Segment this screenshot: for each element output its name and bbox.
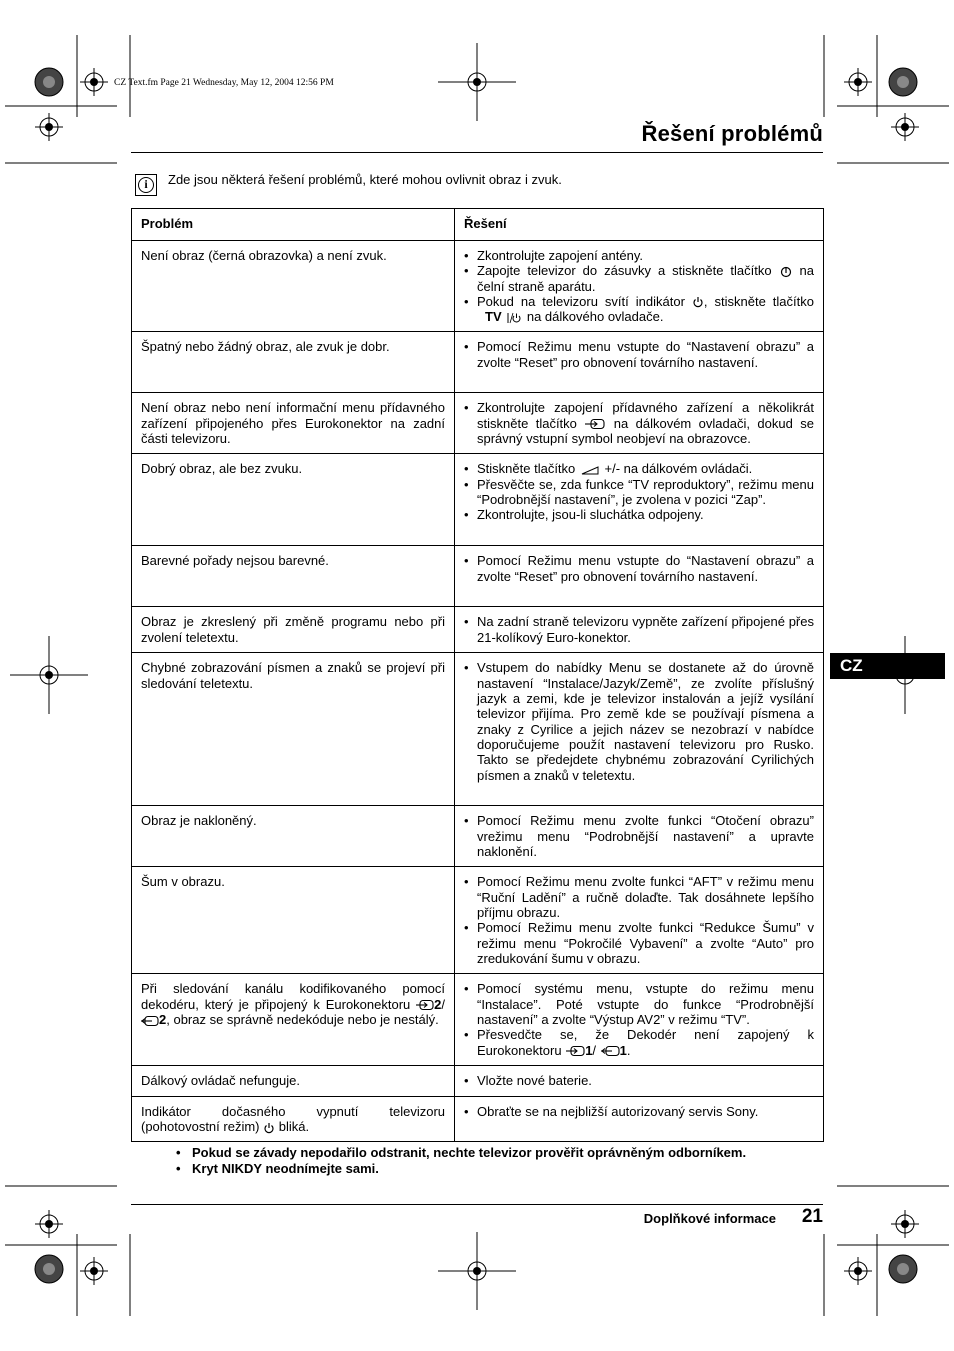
standby-icon [692,296,704,308]
page-number: 21 [801,1206,823,1227]
solution-item: • Pomocí Režimu menu vstupte do “Nastavení obrazu” a zvolte “Reset” pro obnovení továrního nastavení. [477,339,814,370]
solution-item: • Pomocí Režimu menu zvolte funkci “AFT” v režimu menu “Ruční Ladění” a ručně dolaďte. Tak dosáhnete lepšího příjmu obrazu. [477,874,814,920]
problem-cell: Obraz je nakloněný. [132,806,455,867]
solution-item [477,294,814,325]
solution-text: Stiskněte tlačítko [477,461,576,477]
solution-item: • Pomocí systému menu, vstupte do režimu menu “Instalace”. Poté vstupte do funkce “Prodrobnější nastavení” a zvolte “Výstup AV2” v režimu “TV”. [477,981,814,1027]
solution-cell [455,454,824,546]
solution-item [477,1027,814,1058]
solution-text: +/- na dálkovém ovládači. [600,461,753,477]
problem-cell [132,1096,455,1142]
scart-out-icon [141,1015,159,1027]
scart-in-icon [565,1045,585,1057]
info-icon: i [135,174,157,196]
solution-text: Pokud na televizoru svítí indikátor [477,293,685,309]
scart-label: 2 [434,996,442,1012]
warning-notes [176,1145,746,1177]
solution-cell [455,974,824,1066]
table-row [132,546,824,607]
note-item: • Pokud se závady nepodařilo odstranit, nechte televizor prověřit oprávněným odborníkem. [176,1145,746,1161]
problem-cell: Šum v obrazu. [132,867,455,974]
scart-label: 2 [159,1011,167,1027]
solution-cell [455,393,824,454]
solution-item: • Vložte nové baterie. [477,1073,814,1088]
problem-cell: Barevné pořady nejsou barevné. [132,546,455,607]
table-row [132,974,824,1066]
solution-text: na čelní straně aparátu. [477,263,814,294]
footer-divider [131,1204,823,1205]
solution-item: • Pomocí Režimu menu vstupte do “Nastavení obrazu” a zvolte “Reset” pro obnovení továrního nastavení. [477,553,814,584]
volume-icon [579,464,601,476]
solution-item [477,461,814,476]
table-row [132,332,824,393]
problem-text: Při sledování kanálu kodifikovaného pomocí dekodéru, který je připojený k Eurokonektoru [141,981,445,1012]
power-icon [779,266,793,278]
solution-item: • Zkontrolujte, jsou-li sluchátka odpojeny. [477,507,814,522]
troubleshooting-table [131,208,824,1142]
solution-cell [455,1066,824,1096]
solution-item: • Obraťte se na nejbližší autorizovaný servis Sony. [477,1104,814,1119]
file-info: CZ Text.fm Page 21 Wednesday, May 12, 2004 12:56 PM [114,78,334,88]
solution-item [477,400,814,446]
problem-cell: Není obraz (černá obrazovka) a není zvuk. [132,241,455,332]
table-row [132,653,824,806]
solution-text: Přesvedčte se, že Dekodér není zapojený k Eurokonektoru [477,1027,814,1058]
problem-cell [132,974,455,1066]
table-row [132,241,824,332]
standby-icon [263,1122,275,1134]
table-header-row [132,209,824,241]
table-row [132,806,824,867]
solution-cell [455,653,824,806]
scart-label: 1 [585,1042,593,1058]
problem-cell: Chybné zobrazování písmen a znaků se projeví při sledování teletextu. [132,653,455,806]
column-header-solution: Řešení [455,209,824,241]
table-row [132,1096,824,1142]
solution-cell [455,867,824,974]
intro-text: Zde jsou některá řešení problémů, které mohou ovlivnit obraz i zvuk. [168,172,562,187]
tv-button-label: TV [485,309,502,325]
solution-cell [455,332,824,393]
solution-cell [455,806,824,867]
solution-cell [455,1096,824,1142]
solution-cell [455,241,824,332]
solution-item: • Vstupem do nabídky Menu se dostanete až do úrovně nastavení “Instalace/Jazyk/Země”, ze zvolíte příslušný jazyk a zemi, kde je televizor instalován a jejíž vysílání televizor přijíma. Pro země kde se používají písmena a znaky z Cyrilice a jejich název se nezobrazí v nabídce doporučujeme použít nastavení televizoru pro Rusko. Takto se předejdete chybnému zobrazování Cyrilichých písmen a znaků v teletextu. [477,660,814,782]
solution-text: Zkontrolujte zapojení přídavného zařízení a několikrát stiskněte tlačítko [477,400,814,431]
table-row [132,867,824,974]
solution-text: Zapojte televizor do zásuvky a stiskněte tlačítko [477,263,772,279]
table-row [132,393,824,454]
problem-cell: Obraz je zkreslený při změně programu nebo při zvolení teletextu. [132,607,455,653]
problem-text: Indikátor dočasného vypnutí televizoru (pohotovostní režim) [141,1103,445,1134]
scart-in-icon [416,999,434,1011]
note-item: • Kryt NIKDY neodnímejte sami. [176,1161,746,1177]
table-row [132,1066,824,1096]
solution-text: na dálkového ovladače. [523,309,664,325]
solution-cell [455,546,824,607]
solution-text: . [626,1042,631,1058]
separator: / [441,996,445,1012]
problem-text: bliká. [275,1118,310,1134]
table-row [132,454,824,546]
table-row [132,607,824,653]
column-header-problem: Problém [132,209,455,241]
separator: / [592,1042,597,1058]
solution-text: , stiskněte tlačítko [703,293,814,309]
scart-out-icon [600,1045,620,1057]
problem-cell: Dálkový ovládač nefunguje. [132,1066,455,1096]
solution-cell [455,607,824,653]
title-divider [131,152,823,153]
solution-item: • Přesvěčte se, zda funkce “TV reproduktory”, režimu menu “Podrobnější nastavení”, je zvolena v pozici “Zap”. [477,477,814,508]
problem-cell: Není obraz nebo není informační menu přídavného zařízení připojeného přes Eurokonektor na zadní části televizoru. [132,393,455,454]
footer-section-title: Doplňkové informace [643,1211,776,1226]
language-tab: CZ [830,653,945,679]
problem-cell: Dobrý obraz, ale bez zvuku. [132,454,455,546]
problem-text: , obraz se správně nedekóduje nebo je nestálý. [166,1011,439,1027]
tv-standby-icon [505,312,523,324]
problem-cell: Špatný nebo žádný obraz, ale zvuk je dobr. [132,332,455,393]
solution-item: • Pomocí Režimu menu zvolte funkci “Otočení obrazu” vrežimu menu “Podrobnější nastavení” a upravte naklonění. [477,813,814,859]
page-title: Řešení problémů [641,121,823,146]
solution-item: • Pomocí Režimu menu zvolte funkci “Redukce Šumu” v režimu menu “Pokročilé Vybavení” a zvolte “Auto” pro zredukování šumu v obrazu. [477,920,814,966]
solution-item [477,263,814,294]
solution-item: • Na zadní straně televizoru vypněte zařízení připojené přes 21-kolíkový Euro-konektor. [477,614,814,645]
scart-label: 1 [619,1042,627,1058]
input-icon [584,418,606,430]
solution-item: • Zkontrolujte zapojení antény. [477,248,814,263]
solution-text: na dálkovém ovladači, dokud se správný vstupní symbol neobjeví na obrazovce. [477,415,814,447]
